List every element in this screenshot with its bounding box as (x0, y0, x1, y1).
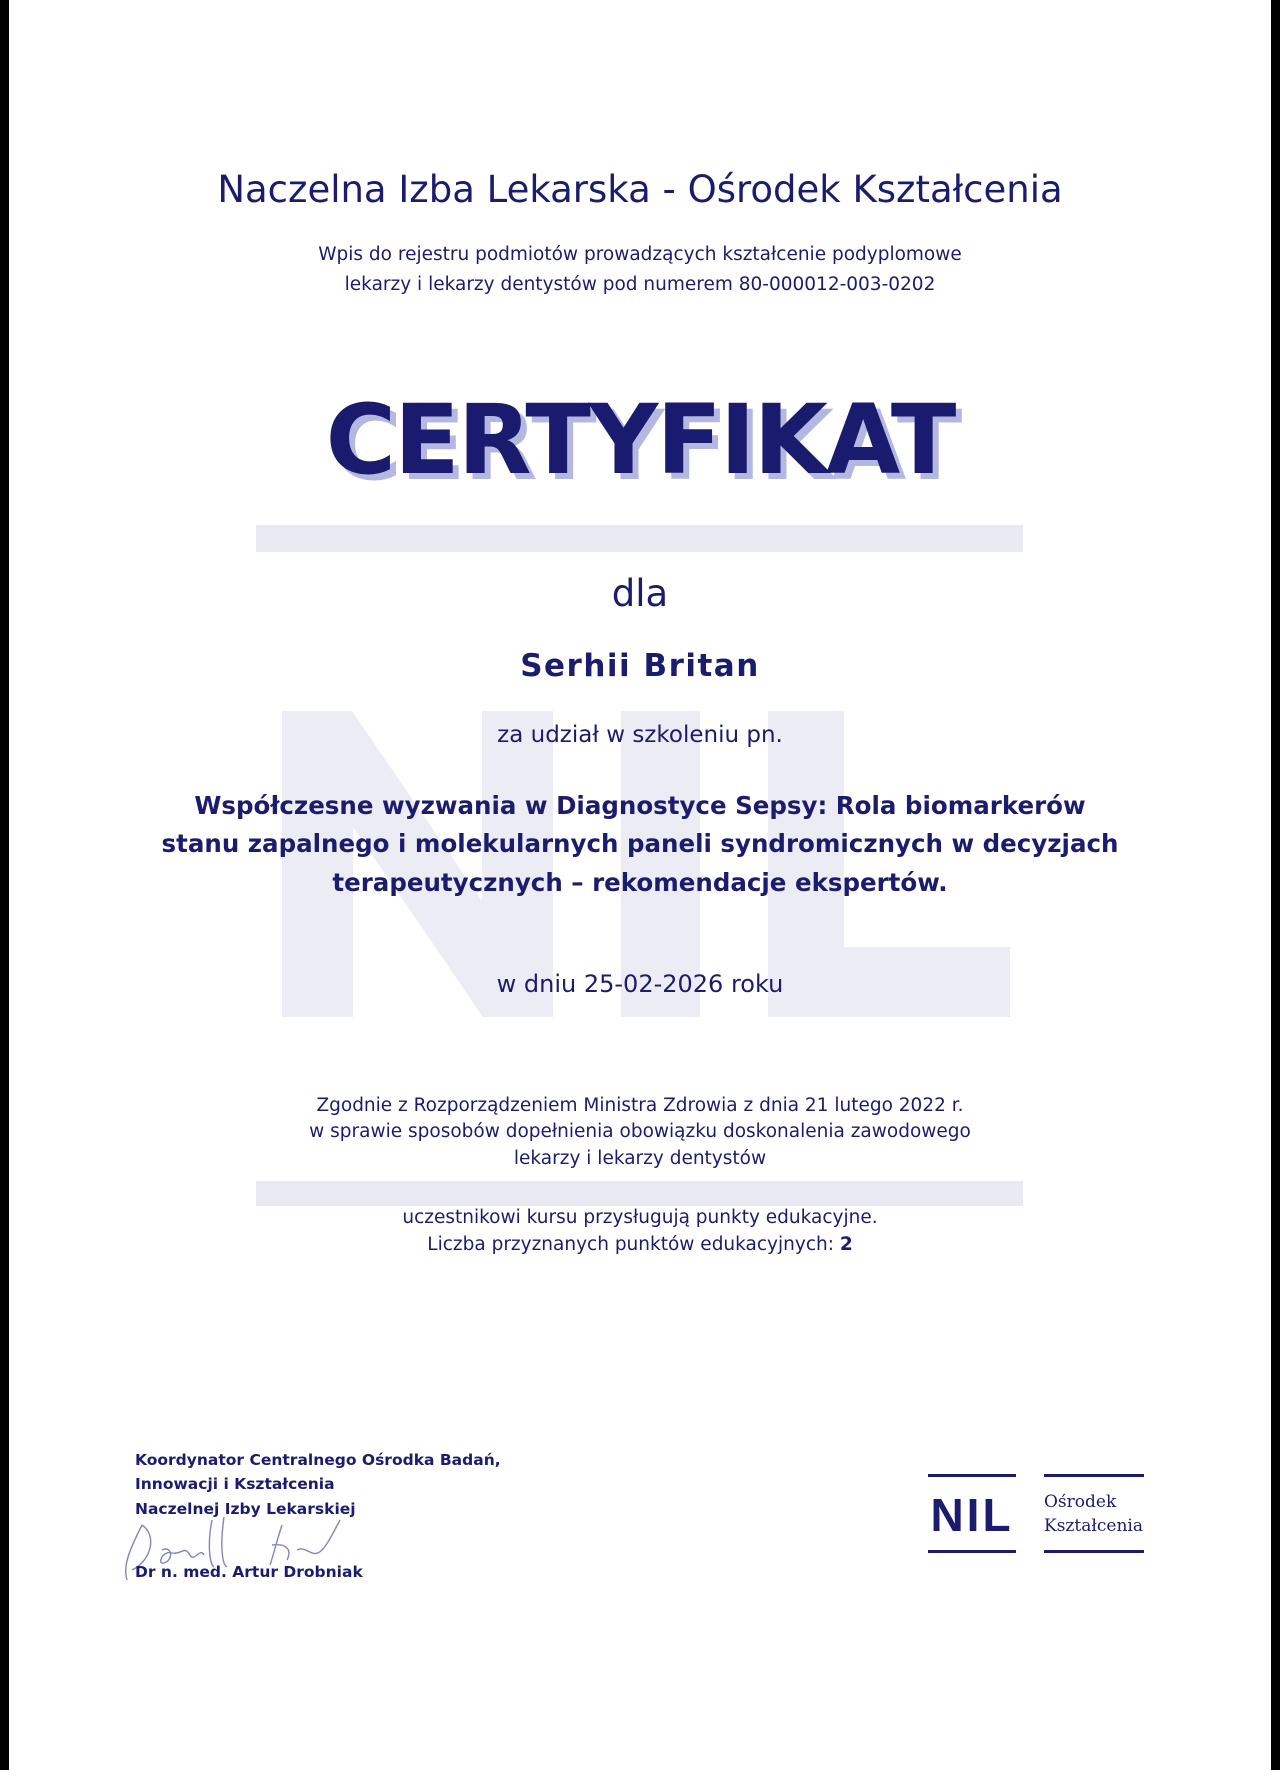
institution-title: Naczelna Izba Lekarska - Ośrodek Kształcenia (217, 168, 1063, 211)
certificate-title: CERTYFIKAT (325, 384, 955, 496)
nil-logo (928, 1470, 1144, 1558)
for-label: dla (611, 572, 669, 615)
regulation-line-3: lekarzy i lekarzy dentystów (513, 1148, 767, 1169)
recipient-name: Serhii Britan (520, 648, 760, 684)
logo-text-line-2: Kształcenia (1044, 1516, 1143, 1536)
signatory-role-line-3: Naczelnej Izby Lekarskiej (135, 1500, 356, 1518)
logo-mark: NIL (930, 1489, 1014, 1541)
regulation-line-1: Zgodnie z Rozporządzeniem Ministra Zdrowia z dnia 21 lutego 2022 r. (316, 1095, 964, 1116)
registry-line-2: lekarzy i lekarzy dentystów pod numerem 80-000012-003-0202 (344, 274, 936, 295)
course-title-line-3: terapeutycznych – rekomendacje ekspertów. (332, 868, 948, 897)
points-value: 2 (839, 1234, 853, 1255)
logo-text-line-1: Ośrodek (1044, 1492, 1117, 1512)
divider-bar-top (256, 525, 1023, 552)
regulation-line-2: w sprawie sposobów dopełnienia obowiązku doskonalenia zawodowego (309, 1121, 971, 1142)
signatory-role-line-1: Koordynator Centralnego Ośrodka Badań, (135, 1451, 501, 1469)
course-title-line-1: Współczesne wyzwania w Diagnostyce Sepsy: Rola biomarkerów (194, 791, 1086, 820)
participation-label: za udział w szkoleniu pn. (497, 722, 783, 748)
points-label: Liczba przyznanych punktów edukacyjnych: (427, 1234, 840, 1255)
logo-rule (1044, 1474, 1144, 1477)
logo-rule (1044, 1550, 1144, 1553)
signatory-role-line-2: Innowacji i Kształcenia (135, 1475, 335, 1493)
registry-line-1: Wpis do rejestru podmiotów prowadzących kształcenie podyplomowe (318, 244, 962, 265)
course-title-line-2: stanu zapalnego i molekularnych paneli syndromicznych w decyzjach (161, 829, 1119, 858)
points-line-2 (0, 1234, 1280, 1255)
signatory-name: Dr n. med. Artur Drobniak (135, 1563, 363, 1581)
logo-rule (928, 1474, 1016, 1477)
divider-bar-bottom (256, 1181, 1023, 1206)
date-line: w dniu 25-02-2026 roku (496, 970, 784, 998)
logo-rule (928, 1550, 1016, 1553)
points-line-1: uczestnikowi kursu przysługują punkty edukacyjne. (402, 1207, 878, 1228)
